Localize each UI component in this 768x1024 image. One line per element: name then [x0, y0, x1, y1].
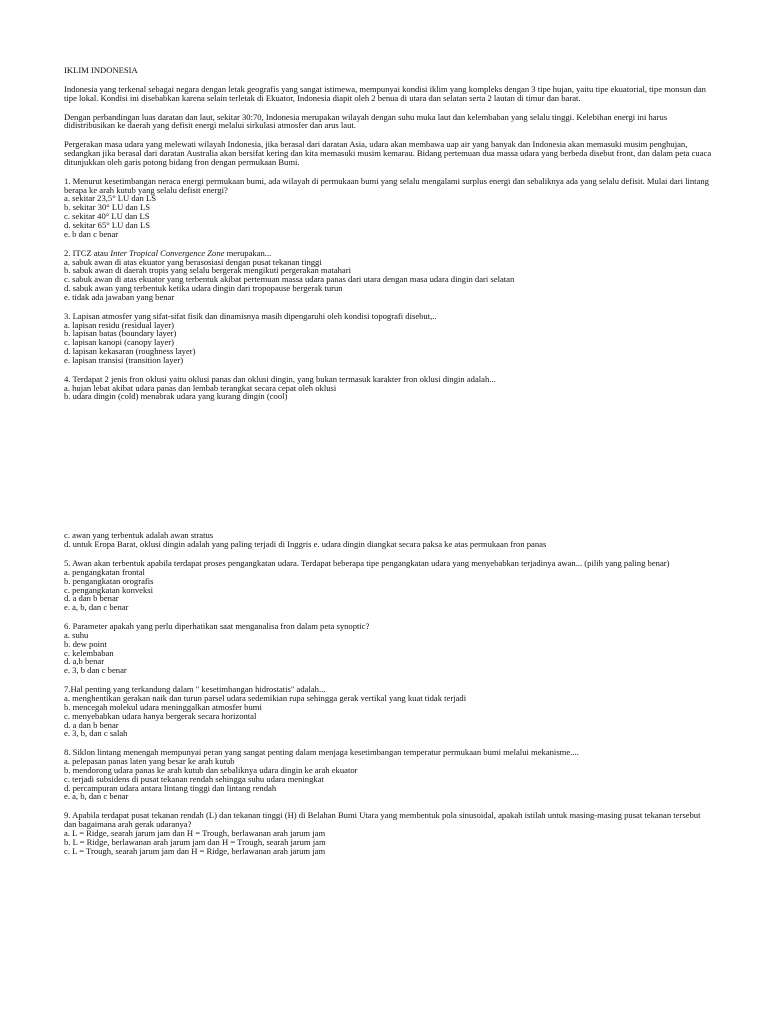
question-1 — [64, 177, 714, 239]
question-4 — [64, 375, 714, 549]
answer-option: a. L = Ridge, searah jarum jam dan H = Trough, berlawanan arah jarum jam — [64, 827, 326, 838]
answer-option: a. suhu — [64, 629, 89, 640]
answer-option: b. sabuk awan di daerah tropis yang selalu bergerak mengikuti pergerakan matahari — [64, 265, 351, 276]
intro-paragraph-2: Dengan perbandingan luas daratan dan laut, sekitar 30:70, Indonesia merupakan wilayah dengan suhu muka laut dan kelembaban yang selalu tinggi. Kelebihan energi ini harus didistribusikan ke daerah yang defisit energi melalui sirkulasi atmosfer dan arus laut. — [64, 111, 668, 131]
answer-option: a. lapisan residu (residual layer) — [64, 319, 175, 330]
question-stem: 6. Parameter apakah yang perlu diperhatikan saat menganalisa fron dalam peta synoptic? — [64, 621, 370, 632]
question-8 — [64, 748, 714, 801]
answer-option: c. L = Trough, searah jarum jam dan H = Ridge, berlawanan arah jarum jam — [64, 845, 326, 856]
question-2 — [64, 249, 714, 302]
answer-option: e. lapisan transisi (transition layer) — [64, 354, 184, 365]
answer-option: b. lapisan batas (boundary layer) — [64, 328, 177, 339]
answer-option: b. mencegah molekul udara meninggalkan atmosfer bumi — [64, 701, 262, 712]
answer-option: d. percampuran udara antara lintang tinggi dan lintang rendah — [64, 782, 277, 793]
answer-option: b. udara dingin (cold) menabrak udara yang kurang dingin (cool) — [64, 391, 288, 402]
answer-option: c. lapisan kanopi (canopy layer) — [64, 337, 175, 348]
answer-option: d. untuk Eropa Barat, oklusi dingin adalah yang paling terjadi di Inggris e. udara dingin diangkat secara paksa ke atas permukaan fron panas — [64, 539, 547, 550]
answer-option: d. a dan b benar — [64, 593, 119, 604]
answer-option: c. menyebabkan udara hanya bergerak secara horizontal — [64, 710, 257, 721]
question-3 — [64, 312, 714, 365]
answer-option: b. mendorong udara panas ke arah kutub dan sebaliknya udara dingin ke arah ekuator — [64, 764, 358, 775]
answer-option: b. pengangkatan orografis — [64, 575, 154, 586]
question-stem-suffix: merupakan... — [224, 247, 272, 258]
question-stem: 5. Awan akan terbentuk apabila terdapat proses pengangkatan udara. Terdapat beberapa tipe pengangkatan udara yang menyebabkan terjadinya awan... (pilih yang paling benar) — [64, 558, 670, 568]
question-stem: 8. Siklon lintang menengah mempunyai peran yang sangat penting dalam menjaga kesetimbangan temperatur permukaan bumi melalui mekanisme.... — [64, 747, 579, 758]
question-stem: 3. Lapisan atmosfer yang sifat-sifat fisik dan dinamisnya masih dipengaruhi oleh kondisi topografi disebut,.. — [64, 310, 437, 321]
question-stem: 1. Menurut kesetimbangan neraca energi permukaan bumi, ada wilayah di permukaan bumi yang selalu mengalami surplus energi dan sebaliknya ada yang selalu defisit. Mulai dari lintang berapa ke arah kutub yang selalu defisit energi? — [64, 175, 709, 195]
answer-option: c. kelembaban — [64, 647, 114, 658]
answer-option: b. sekitar 30° LU dan LS — [64, 202, 151, 213]
answer-option: e. 3, b dan c benar — [64, 665, 127, 676]
question-stem: 7.Hal penting yang terkandung dalam " kesetimbangan hidrostatis" adalah... — [64, 684, 326, 695]
answer-option: c. sabuk awan di atas ekuator yang terbentuk akibat pertemuan massa udara panas dari utara dengan masa udara dingin dari selatan — [64, 274, 515, 285]
question-5 — [64, 559, 714, 612]
answer-option: c. sekitar 40° LU dan LS — [64, 211, 150, 222]
question-stem: 9. Apabila terdapat pusat tekanan rendah (L) dan tekanan tinggi (H) di Belahan Bumi Utara yang membentuk pola sinusoidal, apakah istilah untuk masing-masing pusat tekanan tersebut dan bagaimana arah gerak udaranya? — [64, 810, 701, 830]
question-6 — [64, 622, 714, 675]
answer-option: e. 3, b, dan c salah — [64, 728, 128, 739]
answer-option: e. a, b, dan c benar — [64, 602, 129, 613]
answer-option: d. sekitar 65° LU dan LS — [64, 219, 151, 230]
document-page — [64, 66, 714, 865]
answer-option: d. sabuk awan yang terbentuk ketika udara dingin dari tropopause bergerak turun — [64, 283, 343, 294]
answer-option: b. L = Ridge, berlawanan arah jarum jam dan H = Trough, searah jarum jam — [64, 836, 326, 847]
answer-option: a. pengangkatan frontal — [64, 566, 145, 577]
answer-option: a. sekitar 23,5° LU dan LS — [64, 193, 156, 204]
answer-option: c. terjadi subsidens di pusat tekanan rendah sehingga suhu udara meningkat — [64, 773, 324, 784]
answer-option: d. a,b benar — [64, 656, 105, 667]
answer-option: e. a, b, dan c benar — [64, 791, 129, 802]
document-title: IKLIM INDONESIA — [64, 65, 138, 75]
question-stem: 4. Terdapat 2 jenis fron oklusi yaitu oklusi panas dan oklusi dingin, yang bukan termasuk karakter fron oklusi dingin adalah... — [64, 373, 496, 384]
question-7 — [64, 685, 714, 738]
answer-option: e. b dan c benar — [64, 228, 119, 239]
answer-option: d. a dan b benar — [64, 719, 119, 730]
answer-option: a. menghentikan gerakan naik dan turun parsel udara sedemikian rupa sehingga gerak vertikal yang kuat tidak terjadi — [64, 692, 467, 703]
answer-option: e. tidak ada jawaban yang benar — [64, 291, 175, 302]
intro-paragraph-1: Indonesia yang terkenal sebagai negara dengan letak geografis yang sangat istimewa, mempunyai kondisi iklim yang kompleks dengan 3 tipe hujan, yaitu tipe ekuatorial, tipe monsun dan tipe lokal. Kondisi ini disebabkan karena selain terletak di Ekuator, Indonesia diapit oleh 2 benua di utara dan selatan serta 2 lautan di timur dan barat. — [64, 83, 706, 103]
answer-option: d. lapisan kekasaran (roughness layer) — [64, 346, 196, 357]
question-9 — [64, 811, 714, 855]
question-stem-prefix: 2. ITCZ atau — [64, 247, 111, 258]
intro-paragraph-3: Pergerakan masa udara yang melewati wilayah Indonesia, jika berasal dari daratan Asia, udara akan membawa uap air yang banyak dan Indonesia akan memasuki musim penghujan, sedangkan jika berasal dari daratan Australia akan bersifat kering dan kita memasuki musim kemarau. Bidang pertemuan dua massa udara yang berbeda disebut front, dan dalam peta cuaca ditunjukkan oleh garis potong bidang fron dengan permukaan Bumi. — [64, 139, 712, 167]
answer-option: a. hujan lebat akibat udara panas dan lembab terangkat secara cepat oleh oklusi — [64, 382, 337, 393]
answer-option: a. pelepasan panas laten yang besar ke arah kutub — [64, 756, 235, 767]
question-stem-italic: Inter Tropical Convergence Zone — [110, 247, 225, 258]
answer-option: c. awan yang terbentuk adalah awan stratus — [64, 530, 214, 541]
answer-option: c. pengangkatan konveksi — [64, 584, 154, 595]
blank-space — [64, 401, 714, 531]
answer-option: a. sabuk awan di atas ekuator yang berasosiasi dengan pusat tekanan tinggi — [64, 256, 322, 267]
answer-option: b. dew point — [64, 638, 107, 649]
